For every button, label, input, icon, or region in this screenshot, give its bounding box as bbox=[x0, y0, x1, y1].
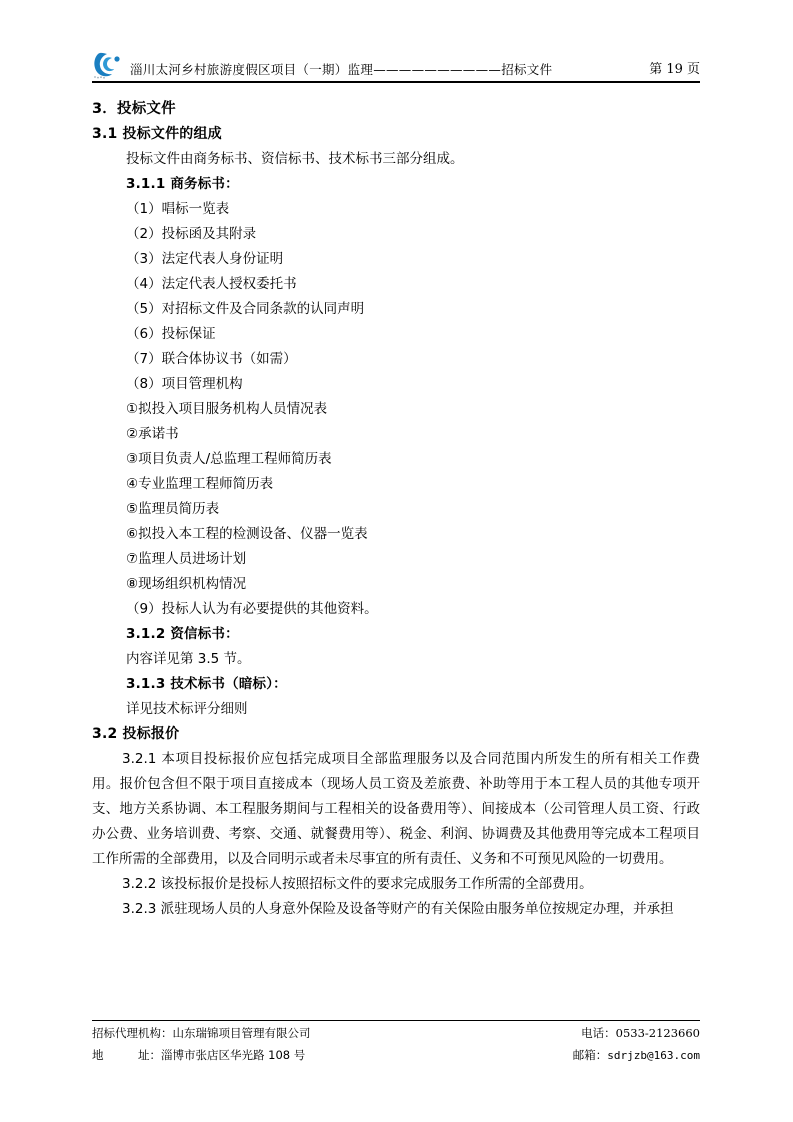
agency-label: 招标代理机构： bbox=[92, 1026, 173, 1040]
document-body bbox=[92, 96, 700, 922]
section-3-1-2-heading: 3.1.2 资信标书： bbox=[126, 626, 239, 642]
section-3-1-intro: 投标文件由商务标书、资信标书、技术标书三部分组成。 bbox=[126, 151, 464, 167]
footer-row bbox=[92, 1021, 700, 1043]
section-3-2-3-paragraph: 3.2.3 派驻现场人员的人身意外保险及设备等财产的有关保险由服务单位按规定办理，并承担 bbox=[122, 901, 674, 917]
section-3-1-3-heading: 3.1.3 技术标书（暗标）： bbox=[126, 676, 287, 692]
list-item: （4）法定代表人授权委托书 bbox=[126, 276, 297, 292]
section-3-2-2-paragraph: 3.2.2 该投标报价是投标人按照招标文件的要求完成服务工作所需的全部费用。 bbox=[122, 876, 593, 892]
wave-logo-icon bbox=[92, 50, 126, 80]
section-3-1-2-body: 内容详见第 3.5 节。 bbox=[126, 651, 251, 667]
address-label: 地 址： bbox=[92, 1048, 161, 1062]
section-3-1-1-heading: 3.1.1 商务标书： bbox=[126, 176, 239, 192]
email-label: 邮箱： bbox=[572, 1048, 608, 1062]
section-3-heading: 3．投标文件 bbox=[92, 101, 176, 117]
list-item: ①拟投入项目服务机构人员情况表 bbox=[126, 401, 328, 417]
section-3-1-heading: 3.1 投标文件的组成 bbox=[92, 126, 222, 142]
list-item: ⑥拟投入本工程的检测设备、仪器一览表 bbox=[126, 526, 368, 542]
section-3-2-heading: 3.2 投标报价 bbox=[92, 726, 180, 742]
list-item: （2）投标函及其附录 bbox=[126, 226, 257, 242]
phone-label: 电话： bbox=[581, 1026, 616, 1040]
phone-value: 0533-2123660 bbox=[615, 1026, 700, 1040]
list-item: ③项目负责人/总监理工程师简历表 bbox=[126, 451, 332, 467]
list-item: （1）唱标一览表 bbox=[126, 201, 230, 217]
list-item: ⑧现场组织机构情况 bbox=[126, 576, 247, 592]
header-divider bbox=[92, 81, 700, 83]
list-item: （7）联合体协议书（如需） bbox=[126, 351, 297, 367]
page-header bbox=[92, 48, 700, 86]
list-item: （6）投标保证 bbox=[126, 326, 216, 342]
list-item: ⑦监理人员进场计划 bbox=[126, 551, 247, 567]
section-3-1-3-body: 详见技术标评分细则 bbox=[126, 701, 248, 717]
page-number-label: 第 19 页 bbox=[649, 62, 700, 77]
page-footer bbox=[92, 1020, 700, 1065]
list-item: （3）法定代表人身份证明 bbox=[126, 251, 284, 267]
list-item: ⑤监理员简历表 bbox=[126, 501, 220, 517]
section-3-2-1-paragraph: 3.2.1 本项目投标报价应包括完成项目全部监理服务以及合同范围内所发生的所有相关工作费用。报价包含但不限于项目直接成本（现场人员工资及差旅费、补助等用于本工程人员的其他专项开支、地方关系协调、本工程服务期间与工程相关的设备费用等）、间接成本（公司管理人员工资、行政办公费、业务培训费、考察、交通、就餐费用等）、税金、利润、协调费及其他费用等完成本工程项目工作所需的全部费用，以及合同明示或者未尽事宜的所有责任、义务和不可预见风险的一切费用。 bbox=[92, 751, 700, 867]
list-item: （5）对招标文件及合同条款的认同声明 bbox=[126, 301, 365, 317]
header-title: 淄川太河乡村旅游度假区项目（一期）监理——————————招标文件 bbox=[130, 62, 553, 77]
email-value: sdrjzb@163.com bbox=[607, 1049, 700, 1062]
address-value: 淄博市张店区华光路 108 号 bbox=[161, 1048, 306, 1062]
footer-row bbox=[92, 1043, 700, 1065]
list-item: （9）投标人认为有必要提供的其他资料。 bbox=[126, 601, 378, 617]
list-item: ②承诺书 bbox=[126, 426, 179, 442]
list-item: （8）项目管理机构 bbox=[126, 376, 243, 392]
agency-value: 山东瑞锦项目管理有限公司 bbox=[172, 1026, 311, 1040]
list-item: ④专业监理工程师简历表 bbox=[126, 476, 274, 492]
